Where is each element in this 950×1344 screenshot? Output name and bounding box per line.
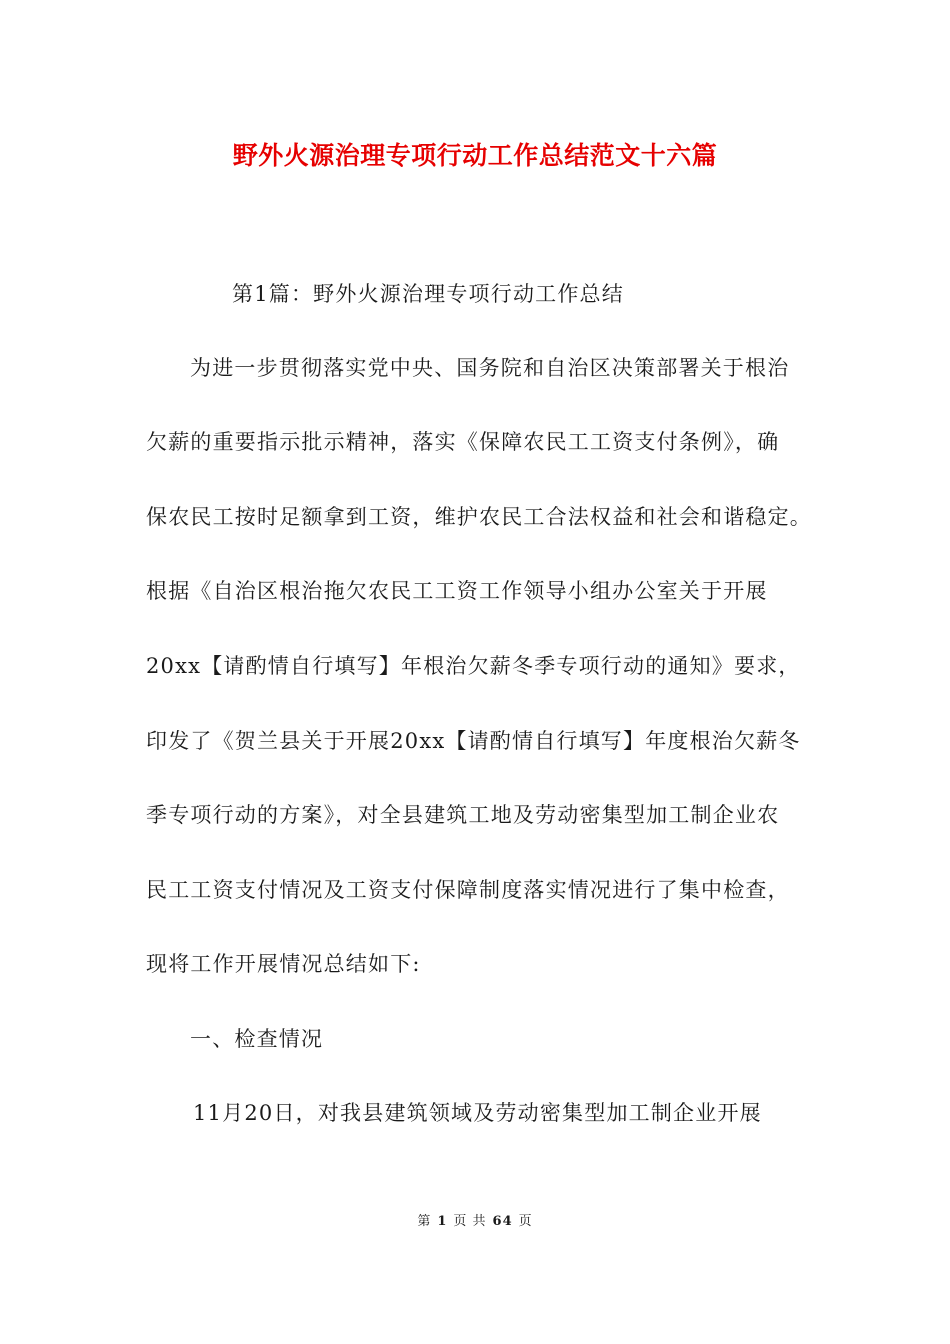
section-heading: 一、检查情况	[190, 1027, 324, 1051]
footer-total-pages: 64	[492, 1214, 513, 1229]
paragraph-line-9: 现将工作开展情况总结如下:	[146, 952, 421, 976]
document-title: 野外火源治理专项行动工作总结范文十六篇	[232, 141, 718, 170]
footer-middle: 页 共	[453, 1214, 487, 1229]
footer-page-number: 1	[437, 1214, 448, 1229]
paragraph-line-5: 20xx【请酌情自行填写】年根治欠薪冬季专项行动的通知》要求，	[146, 654, 801, 678]
paragraph-line-2: 欠薪的重要指示批示精神，落实《保障农民工工资支付条例》，确	[146, 430, 780, 454]
paragraph-line-6: 印发了《贺兰县关于开展20xx【请酌情自行填写】年度根治欠薪冬	[146, 729, 801, 753]
paragraph-line-3: 保农民工按时足额拿到工资，维护农民工合法权益和社会和谐稳定。	[146, 505, 812, 529]
paragraph-line-1: 为进一步贯彻落实党中央、国务院和自治区决策部署关于根治	[190, 356, 790, 380]
paragraph-line-7: 季专项行动的方案》，对全县建筑工地及劳动密集型加工制企业农	[146, 803, 780, 827]
section-paragraph-line-1: 11月20日，对我县建筑领域及劳动密集型加工制企业开展	[193, 1101, 762, 1125]
footer-suffix: 页	[518, 1214, 533, 1229]
paragraph-line-8: 民工工资支付情况及工资支付保障制度落实情况进行了集中检查，	[146, 878, 790, 902]
chapter-heading: 第1篇：野外火源治理专项行动工作总结	[232, 282, 624, 306]
paragraph-line-4: 根据《自治区根治拖欠农民工工资工作领导小组办公室关于开展	[146, 579, 768, 603]
footer-prefix: 第	[417, 1214, 432, 1229]
page-footer	[0, 1210, 950, 1229]
